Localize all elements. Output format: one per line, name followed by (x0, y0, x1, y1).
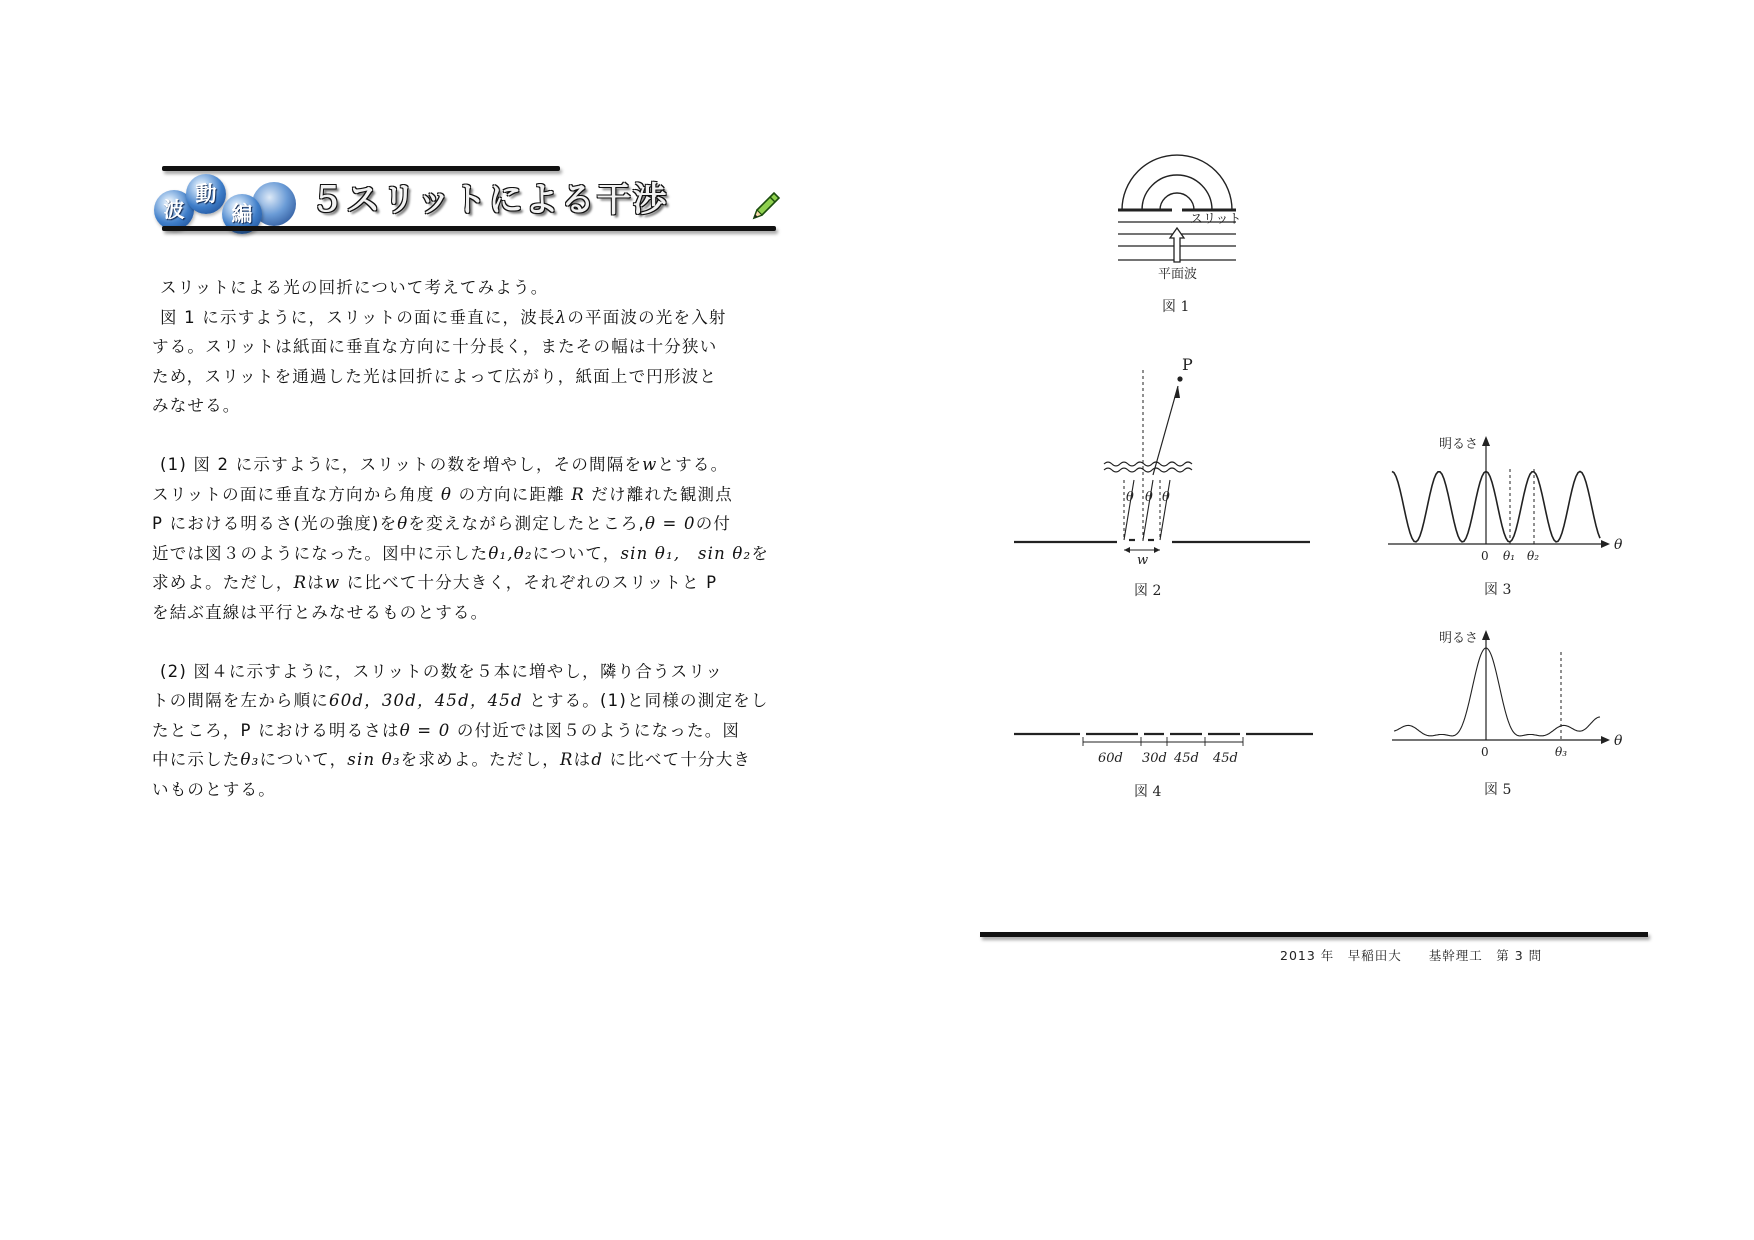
text: 図 1 に示すように，スリットの面に垂直に，波長 (160, 307, 556, 327)
symbol-sin12: sin θ₁, sin θ₂ (620, 543, 752, 563)
text: の付 (695, 514, 732, 533)
symbol-w: w (642, 455, 658, 474)
fig2-theta-label: θ (1126, 490, 1134, 505)
fig2-caption: 図 2 (1134, 583, 1162, 599)
text: を求めよ。ただし， (400, 750, 560, 769)
intro-line-5: みなせる。 (152, 396, 241, 415)
fig4-caption: 図 4 (1134, 784, 1162, 800)
text: とする。(1)と同様の測定をし (529, 691, 769, 710)
intro-line-3: する。スリットは紙面に垂直な方向に十分長く，またその幅は十分狭い (152, 337, 718, 356)
fig5-ylabel: 明るさ (1439, 631, 1479, 646)
fig2-theta-label: θ (1145, 490, 1153, 505)
fig5-tick-theta3: θ₃ (1555, 745, 1568, 759)
q1-line-4 (152, 539, 782, 569)
q2-line-4 (152, 745, 782, 775)
fig5-intensity-curve (1394, 648, 1600, 736)
symbol-w: w (324, 573, 341, 592)
intro-line-4: ため，スリットを通過した光は回折によって広がり，紙面上で円形波と (152, 366, 718, 386)
fig1-caption: 図 1 (1162, 299, 1190, 315)
q2-line-1: (2) 図４に示すように，スリットの数を５本に増やし，隣り合うスリッ (160, 661, 724, 681)
text: の付近では図５のようになった。図 (456, 720, 741, 740)
symbol-R: R (559, 750, 574, 769)
fig3-tick-0: 0 (1481, 549, 1489, 563)
text: トの間隔を左から順に (152, 691, 329, 710)
text: 近では図３のようになった。図中に示した (152, 543, 489, 563)
q2-line-2 (152, 686, 782, 716)
fig5-tick-0: 0 (1481, 745, 1489, 759)
figure-4 (1014, 734, 1313, 800)
fig3-xlabel: θ (1614, 537, 1623, 553)
source-caption: 2013 年 早稲田大 基幹理工 第 3 問 (1280, 948, 1543, 963)
symbol-spacings: 60d，30d，45d，45d (329, 691, 523, 710)
fig5-xlabel: θ (1614, 733, 1623, 749)
symbol-theta: θ (441, 484, 453, 504)
symbol-theta: θ (397, 514, 409, 533)
symbol-theta-zero: θ = 0 (644, 514, 696, 533)
fig3-caption: 図 3 (1484, 582, 1512, 598)
badge-char-motion: 動 (186, 174, 226, 214)
symbol-theta-zero: θ = 0 (399, 720, 451, 740)
text: は (307, 573, 325, 592)
text: 中に示した (152, 750, 241, 769)
figure-2 (1014, 355, 1310, 599)
badge-char-wave: 波 (154, 190, 194, 230)
fig3-tick-theta1: θ₁ (1503, 549, 1516, 563)
text: は (573, 750, 592, 769)
fig3-intensity-curve (1392, 471, 1600, 542)
fig1-slit-label: スリット (1190, 212, 1242, 227)
page-title: ５スリットによる干渉 (310, 180, 669, 220)
fig1-wave-label: 平面波 (1158, 267, 1198, 282)
chapter-header (152, 160, 792, 240)
text: の方向に距離 (458, 484, 565, 504)
text: スリットによる光の回折について考えてみよう。 (160, 278, 549, 297)
fig4-spacing-30d: 30d (1142, 751, 1167, 766)
q1-line-5 (152, 568, 782, 598)
badge-char-edition: 編 (222, 194, 262, 234)
pencil-icon (748, 190, 782, 224)
text: スリットの面に垂直な方向から角度 (152, 484, 435, 504)
q2-line-3 (152, 716, 782, 746)
text: P における明るさ(光の強度)を (152, 514, 398, 533)
fig3-ylabel: 明るさ (1439, 437, 1479, 452)
text: を変えながら測定したところ, (408, 514, 645, 533)
symbol-lambda: λ (555, 307, 568, 327)
footer-rule (980, 932, 1648, 937)
fig2-point-label: P (1182, 355, 1193, 374)
text: 求めよ。ただし， (152, 573, 294, 592)
intro-line-2 (152, 303, 782, 333)
q1-line-3 (152, 509, 782, 539)
fig4-spacing-45d: 45d (1174, 751, 1199, 766)
figures-panel (1000, 130, 1640, 830)
fig4-spacing-45d: 45d (1213, 751, 1238, 766)
text: に比べて十分大きく，それぞれのスリットと P (346, 573, 718, 592)
text: について， (532, 543, 621, 563)
symbol-R: R (571, 484, 585, 504)
fig5-caption: 図 5 (1484, 782, 1512, 798)
intro-line-1 (152, 273, 782, 303)
text: について， (259, 750, 348, 769)
text: に比べて十分大き (609, 750, 752, 769)
text: を (751, 543, 770, 563)
text: とする。 (657, 455, 729, 474)
symbol-R: R (293, 573, 308, 592)
text: たところ，P における明るさは (152, 720, 400, 740)
fig3-tick-theta2: θ₂ (1527, 549, 1540, 563)
header-bottom-rule (162, 226, 776, 231)
figure-3 (1388, 436, 1623, 598)
q1-line-1 (152, 450, 782, 480)
fig2-w-label: w (1137, 553, 1149, 568)
fig2-theta-label: θ (1162, 490, 1170, 505)
symbol-sin3: sin θ₃ (347, 750, 401, 769)
symbol-theta12: θ₁,θ₂ (488, 543, 533, 563)
text: だけ離れた観測点 (591, 484, 733, 504)
q1-line-2 (152, 480, 782, 510)
problem-text (152, 273, 782, 804)
figure-5 (1392, 630, 1623, 798)
text: の平面波の光を入射 (567, 307, 727, 327)
symbol-d: d (591, 750, 604, 769)
q1-line-6: を結ぶ直線は平行とみなせるものとする。 (152, 602, 489, 622)
text: (1) 図 2 に示すように，スリットの数を増やし，その間隔を (160, 455, 643, 474)
figure-1 (1118, 155, 1241, 315)
symbol-theta3: θ₃ (240, 750, 260, 769)
q2-line-5: いものとする。 (152, 779, 276, 799)
fig4-spacing-60d: 60d (1098, 751, 1123, 766)
header-top-rule (162, 166, 560, 171)
